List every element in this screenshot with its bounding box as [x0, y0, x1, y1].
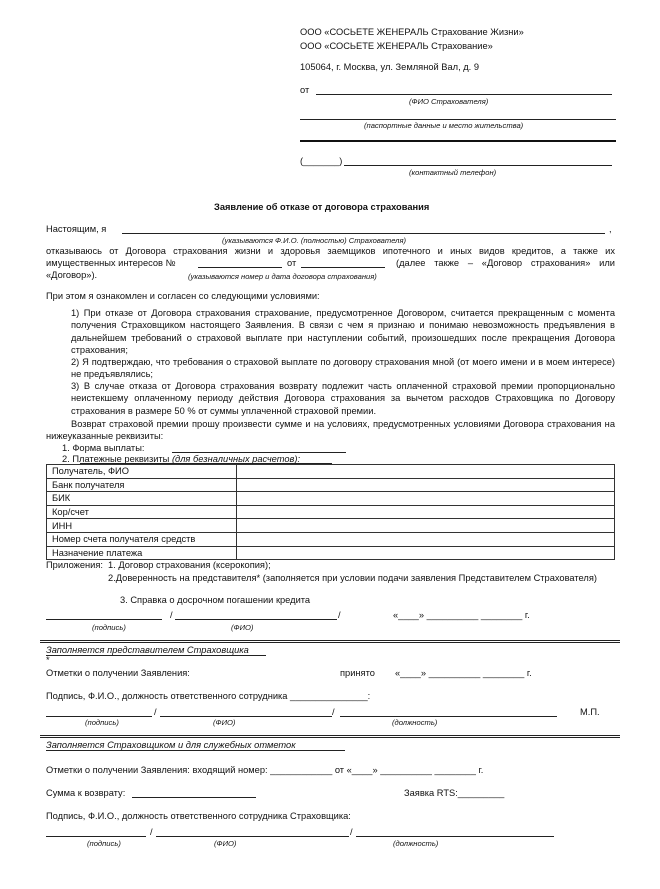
- office-position-caption: (должность): [393, 839, 439, 848]
- table-row: [47, 505, 615, 519]
- table-row: [47, 546, 615, 560]
- bik-value-cell[interactable]: [237, 492, 615, 506]
- rep-sign-label: Подпись, Ф.И.О., должность ответственного сотрудника _______________:: [46, 691, 371, 701]
- refund-amount-field[interactable]: [132, 797, 256, 798]
- office-section-divider-1: [40, 735, 620, 736]
- bank-value-cell[interactable]: [237, 478, 615, 492]
- attachments-label: Приложения:: [46, 560, 103, 570]
- conditions-lead: При этом я ознакомлен и согласен со следующими условиями:: [46, 291, 320, 301]
- rep-slash-2: /: [332, 707, 335, 717]
- office-slash-2: /: [350, 827, 353, 837]
- office-section-title-underline: [46, 750, 345, 751]
- rep-receipt-date[interactable]: «____» __________ ________ г.: [395, 668, 532, 678]
- office-sign-label: Подпись, Ф.И.О., должность ответственного сотрудника Страховщика:: [46, 811, 351, 821]
- insurer-address: 105064, г. Москва, ул. Земляной Вал, д. 9: [300, 62, 479, 72]
- applicant-signature-caption: (подпись): [92, 623, 126, 632]
- row-label-corr-account: Кор/счет: [47, 505, 237, 519]
- signature-slash-2: /: [338, 610, 341, 620]
- refusal-text-line2: имущественных интересов №: [46, 258, 176, 268]
- from-word: от: [287, 258, 297, 268]
- rep-position-caption: (должность): [392, 718, 438, 727]
- payment-details-note: (для безналичных расчетов):: [171, 454, 301, 464]
- applicant-fio-field[interactable]: [175, 619, 337, 620]
- phone-caption: (контактный телефон): [409, 168, 497, 177]
- recipient-value-cell[interactable]: [237, 465, 615, 479]
- rep-signature-field[interactable]: [46, 716, 152, 717]
- header-divider: [300, 140, 616, 142]
- row-label-account: Номер счета получателя средств: [47, 532, 237, 546]
- passport-field[interactable]: [300, 119, 616, 120]
- table-row: [47, 492, 615, 506]
- row-label-recipient: Получатель, ФИО: [47, 465, 237, 479]
- insured-name-caption: (ФИО Страхователя): [409, 97, 489, 106]
- insurer-name: ООО «СОСЬЕТЕ ЖЕНЕРАЛЬ Страхование»: [300, 41, 493, 51]
- applicant-name-field[interactable]: [122, 233, 605, 234]
- rep-section-title: Заполняется представителем Страховщика: [46, 645, 249, 655]
- rep-asterisk: *: [46, 655, 50, 665]
- office-signature-field[interactable]: [46, 836, 146, 837]
- phone-code: (_______): [300, 156, 343, 166]
- from-label: от: [300, 85, 310, 95]
- purpose-value-cell[interactable]: [237, 546, 615, 560]
- office-fio-field[interactable]: [156, 836, 349, 837]
- condition-2: 2) Я подтверждаю, что требования о страховой выплате по договору страхования мной (от моего имени и в моем интересе) не предъявлялись;: [71, 357, 615, 380]
- refusal-text-line3: «Договор»).: [46, 270, 98, 280]
- insurer-name-life: ООО «СОСЬЕТЕ ЖЕНЕРАЛЬ Страхование Жизни»: [300, 27, 524, 37]
- office-receipt-text: Отметки о получении Заявления: входящий номер: ____________ от «____» __________ ________ г.: [46, 765, 484, 775]
- rep-slash-1: /: [154, 707, 157, 717]
- applicant-signature-field[interactable]: [46, 619, 162, 620]
- comma: ,: [609, 224, 612, 234]
- contract-date-field[interactable]: [301, 267, 385, 268]
- corr-account-value-cell[interactable]: [237, 505, 615, 519]
- account-value-cell[interactable]: [237, 532, 615, 546]
- insured-name-field[interactable]: [316, 94, 612, 95]
- table-row: [47, 519, 615, 533]
- row-label-purpose: Назначение платежа: [47, 546, 237, 560]
- applicant-date[interactable]: «____» __________ ________ г.: [393, 610, 530, 620]
- attachment-1: 1. Договор страхования (ксерокопия);: [108, 560, 271, 570]
- table-row: [47, 532, 615, 546]
- rep-fio-field[interactable]: [160, 716, 332, 717]
- passport-caption: (паспортные данные и место жительства): [364, 121, 524, 130]
- phone-field[interactable]: [344, 165, 612, 166]
- applicant-name-caption: (указываются Ф.И.О. (полностью) Страхователя): [222, 236, 407, 245]
- office-position-field[interactable]: [356, 836, 554, 837]
- inn-value-cell[interactable]: [237, 519, 615, 533]
- table-row: [47, 465, 615, 479]
- contract-number-field[interactable]: [198, 267, 282, 268]
- refusal-text-line2-end: (далее также – «Договор страхования» или: [396, 258, 615, 268]
- applicant-fio-caption: (ФИО): [231, 623, 254, 632]
- payment-form-field[interactable]: [172, 452, 346, 453]
- rep-receipt-label: Отметки о получении Заявления:: [46, 668, 190, 678]
- rep-fio-caption: (ФИО): [213, 718, 236, 727]
- rep-position-field[interactable]: [340, 716, 557, 717]
- refund-amount-label: Сумма к возврату:: [46, 788, 126, 798]
- condition-1: 1) При отказе от Договора страхования страхование, предусмотренное Договором, считается прекращенным с момента получения Страховщиком настоящего Заявления. В связи с чем я признаю и понимаю невозможность предъявления в дальнейшем требований о страховой выплате при наступлении событий, произошедших после прекращения Договора страхования;: [71, 308, 615, 355]
- office-fio-caption: (ФИО): [214, 839, 237, 848]
- rep-section-divider-1: [40, 640, 620, 641]
- signature-slash-1: /: [170, 610, 173, 620]
- rep-section-divider-2: [40, 642, 620, 643]
- refusal-text-line1: отказываюсь от Договора страхования жизни и здоровья заемщиков ипотечного и иных видов кредитов, а также их: [46, 246, 615, 256]
- row-label-bik: БИК: [47, 492, 237, 506]
- row-label-inn: ИНН: [47, 519, 237, 533]
- payment-form-label: 1. Форма выплаты:: [62, 443, 145, 453]
- payment-details-text: 2. Платежные реквизиты: [62, 454, 170, 464]
- refund-text: Возврат страховой премии прошу произвести сумме и на условиях, предусмотренных условиями Договора страхования на нижеуказанные реквизиты:: [46, 419, 615, 442]
- payment-requisites-table: [46, 464, 615, 560]
- contract-caption: (указываются номер и дата договора страхования): [188, 272, 377, 281]
- document-title: Заявление об отказе от договора страхования: [214, 202, 430, 212]
- herewith-label: Настоящим, я: [46, 224, 107, 234]
- office-section-divider-2: [40, 737, 620, 738]
- stamp-label: М.П.: [580, 707, 600, 717]
- rts-request-label: Заявка RTS:_________: [404, 788, 505, 798]
- rep-signature-caption: (подпись): [85, 718, 119, 727]
- office-signature-caption: (подпись): [87, 839, 121, 848]
- rep-section-title-underline: [46, 655, 266, 656]
- rep-accepted-label: принято: [340, 668, 375, 678]
- attachment-2: 2.Доверенность на представителя* (заполняется при условии подачи заявления Представителем Страхователя): [108, 573, 597, 583]
- table-row: [47, 478, 615, 492]
- office-slash-1: /: [150, 827, 153, 837]
- office-section-title: Заполняется Страховщиком и для служебных отметок: [46, 740, 296, 750]
- attachment-3: 3. Справка о досрочном погашении кредита: [120, 595, 311, 605]
- condition-3: 3) В случае отказа от Договора страхования возврату подлежит часть оплаченной страховой премии пропорционально неистекшему оплаченному периоду действия Договора страхования за вычетом расходов Страховщика по Договору страхования в размере 50 % от суммы уплаченной страховой премии.: [71, 381, 615, 416]
- row-label-bank: Банк получателя: [47, 478, 237, 492]
